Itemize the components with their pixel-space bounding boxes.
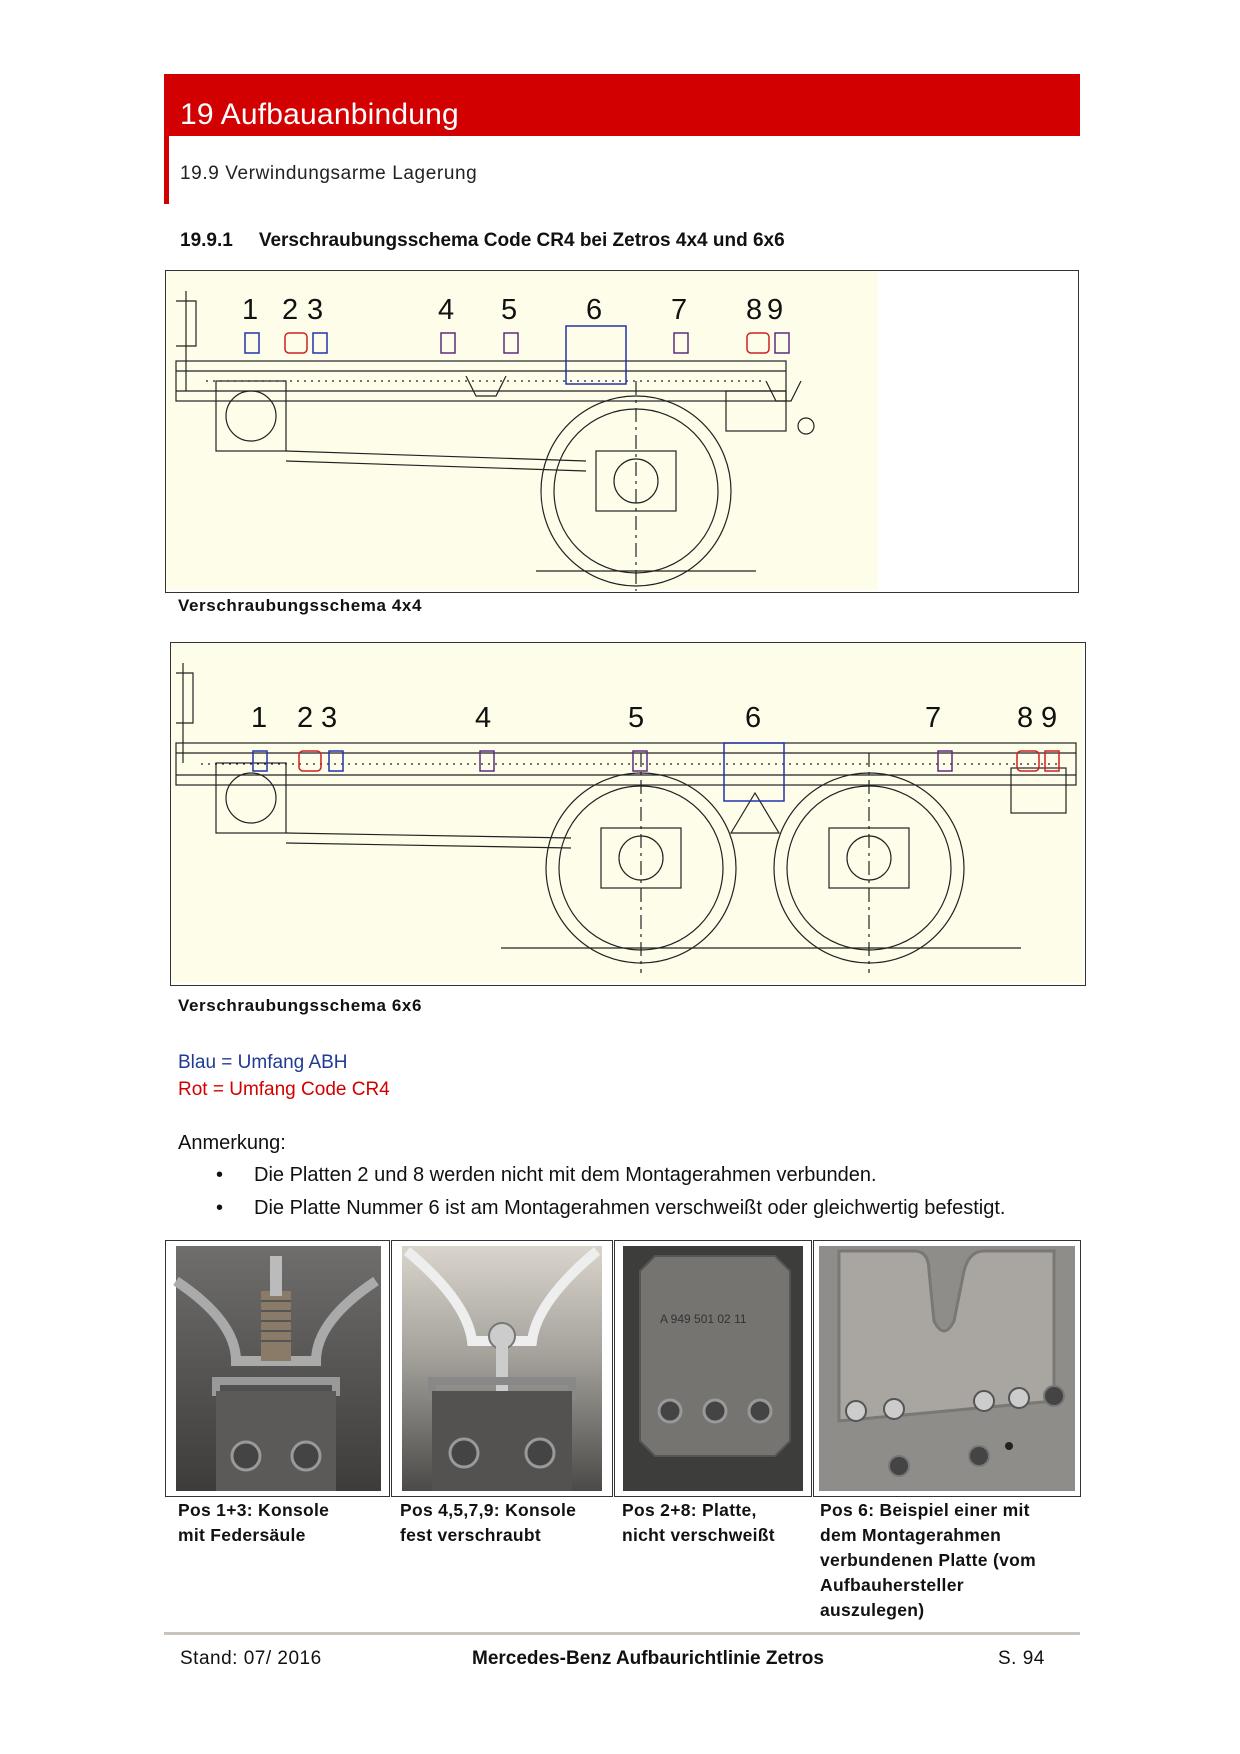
section-number: 19.9.1 xyxy=(180,230,233,251)
pos-label-4x4-5: 5 xyxy=(501,294,518,326)
caption-4x4: Verschraubungsschema 4x4 xyxy=(178,596,423,615)
pos-label-4x4-2: 2 xyxy=(282,294,299,326)
chapter-subtitle: 19.9 Verwindungsarme Lagerung xyxy=(180,163,478,184)
drawing-4x4 xyxy=(165,270,1079,593)
photo-4-image xyxy=(814,1241,1080,1496)
header-accent-line xyxy=(164,74,169,204)
pos-label-6x6-8: 8 xyxy=(1017,702,1034,734)
pos-label-4x4-7: 7 xyxy=(671,294,688,326)
pos-label-6x6-3: 3 xyxy=(321,702,338,734)
note-label: Anmerkung: xyxy=(178,1132,286,1154)
photo-3-image xyxy=(615,1241,811,1496)
position-markers-4x4 xyxy=(245,326,789,384)
section-title: Verschraubungsschema Code CR4 bei Zetros 4x4 und 6x6 xyxy=(258,230,785,251)
footer-date: Stand: 07/ 2016 xyxy=(180,1648,322,1669)
bullet-icon: • xyxy=(216,1164,224,1186)
note-item-1: Die Platten 2 und 8 werden nicht mit dem Montagerahmen verbunden. xyxy=(254,1164,877,1186)
drawing-6x6 xyxy=(170,642,1086,986)
pos-label-6x6-6: 6 xyxy=(745,702,762,734)
drawing-4x4-svg xyxy=(166,271,1078,592)
position-markers-6x6 xyxy=(253,743,1059,801)
photo-platte-montagerahmen xyxy=(813,1240,1081,1497)
photo-1-caption: Pos 1+3: Konsole mit Federsäule xyxy=(178,1500,330,1545)
legend-blue: Blau = Umfang ABH xyxy=(178,1052,348,1073)
bullet-icon: • xyxy=(216,1197,224,1219)
photo-konsole-fest xyxy=(391,1240,613,1497)
pos-label-4x4-1: 1 xyxy=(242,294,259,326)
photo-konsole-federsaeule xyxy=(165,1240,390,1497)
pos-label-6x6-4: 4 xyxy=(475,702,492,734)
pos-label-6x6-5: 5 xyxy=(628,702,645,734)
legend-red: Rot = Umfang Code CR4 xyxy=(178,1079,390,1100)
section-heading xyxy=(180,230,785,252)
pos-label-4x4-9: 9 xyxy=(767,294,784,326)
pos-label-4x4-3: 3 xyxy=(307,294,324,326)
photo-4-caption: Pos 6: Beispiel einer mit dem Montagerahmen verbundenen Platte (vom Aufbauhersteller auszulegen) xyxy=(820,1500,1036,1620)
photo-2-caption: Pos 4,5,7,9: Konsole fest verschraubt xyxy=(400,1500,577,1545)
note-item-2: Die Platte Nummer 6 ist am Montagerahmen verschweißt oder gleichwertig befestigt. xyxy=(254,1197,1006,1219)
pos-label-6x6-9: 9 xyxy=(1041,702,1058,734)
pos-label-6x6-2: 2 xyxy=(297,702,314,734)
pos-label-6x6-1: 1 xyxy=(251,702,268,734)
pos-label-6x6-7: 7 xyxy=(925,702,942,734)
pos-label-4x4-4: 4 xyxy=(438,294,455,326)
photo-2-image xyxy=(392,1241,612,1496)
footer-page-number: S. 94 xyxy=(998,1648,1045,1669)
plate-marking: A 949 501 02 11 xyxy=(660,1312,747,1326)
photo-platte-nicht-verschweisst xyxy=(614,1240,812,1497)
pos-label-4x4-6: 6 xyxy=(586,294,603,326)
pos-label-4x4-8: 8 xyxy=(746,294,763,326)
footer-divider xyxy=(164,1632,1080,1635)
photo-3-caption: Pos 2+8: Platte, nicht verschweißt xyxy=(622,1500,775,1545)
drawing-6x6-svg xyxy=(171,643,1085,985)
chapter-title: 19 Aufbauanbindung xyxy=(180,98,459,131)
photo-1-image xyxy=(166,1241,389,1496)
footer-document-title: Mercedes-Benz Aufbaurichtlinie Zetros xyxy=(472,1648,824,1669)
caption-6x6: Verschraubungsschema 6x6 xyxy=(178,996,423,1015)
